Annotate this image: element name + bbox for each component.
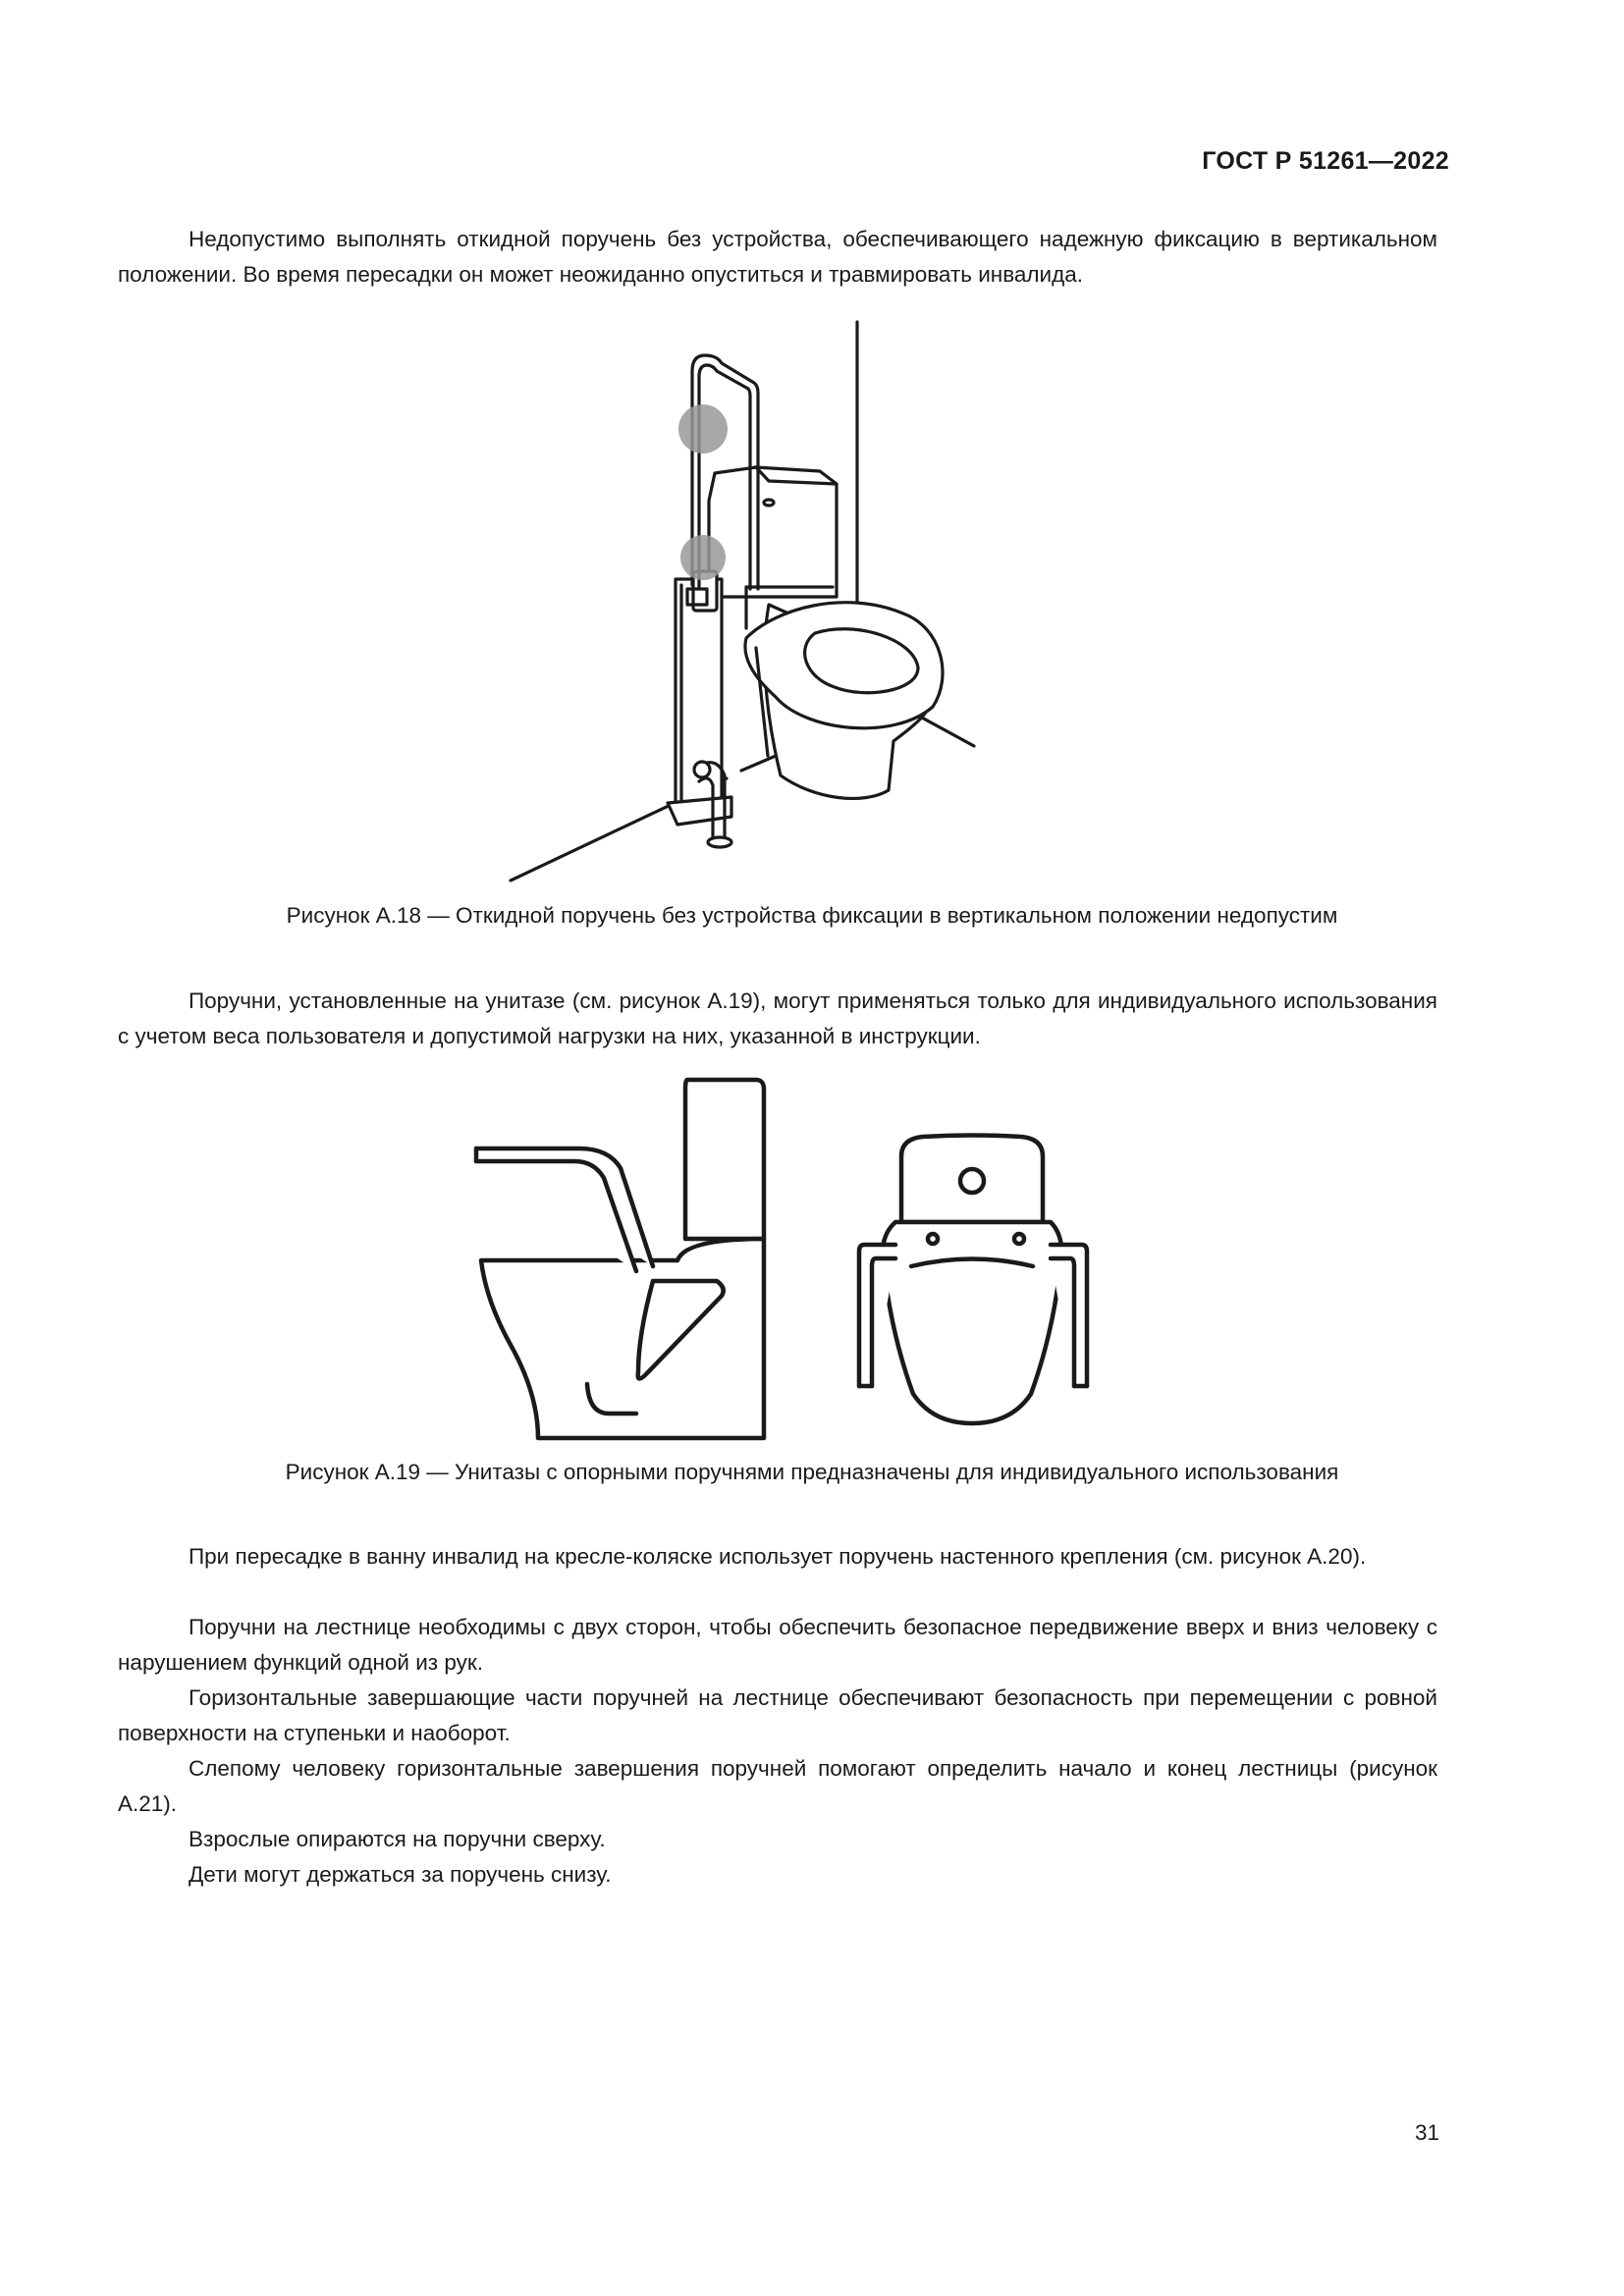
hinge-marker-lower <box>680 535 726 580</box>
paragraph-children: Дети могут держаться за поручень снизу. <box>189 1862 612 1887</box>
toilet-front-view <box>859 1136 1087 1424</box>
figure-a19-toilet-rails-illustration <box>461 1075 1100 1448</box>
room-walls-floor <box>511 322 974 881</box>
paragraph-stair-rails-both-sides: Поручни на лестнице необходимы с двух сторон, чтобы обеспечить безопасное передвижение вверх и вниз человеку с нарушением функций одной из рук. <box>118 1615 1437 1675</box>
paragraph-horizontal-ends: Горизонтальные завершающие части поручней на лестнице обеспечивают безопасность при перемещении с ровной поверхности на ступеньки и наоборот. <box>118 1685 1437 1745</box>
paragraph-toilet-rails: Поручни, установленные на унитазе (см. рисунок А.19), могут применяться только для индивидуального использования с учетом веса пользователя и допустимой нагрузки на них, указанной в инструкции. <box>118 988 1437 1048</box>
figure-a19-caption: Рисунок А.19 — Унитазы с опорными поручнями предназначены для индивидуального использования <box>285 1460 1339 1484</box>
hinge-marker-upper <box>678 404 728 454</box>
figure-a18-caption: Рисунок А.18 — Откидной поручень без устройства фиксации в вертикальном положении недопустим <box>286 903 1338 928</box>
rail-mounting-post <box>668 571 731 825</box>
paragraph-blind-person: Слепому человеку горизонтальные завершения поручней помогают определить начало и конец лестницы (рисунок А.21). <box>118 1756 1437 1816</box>
paragraph-adults: Взрослые опираются на поручни сверху. <box>189 1827 606 1851</box>
toilet-illustration <box>709 467 943 798</box>
page-number: 31 <box>1414 2120 1439 2145</box>
paragraph-bath-transfer: При пересадке в ванну инвалид на кресле-коляске использует поручень настенного крепления (см. рисунок А.20). <box>189 1544 1367 1569</box>
document-id-header: ГОСТ Р 51261—2022 <box>1202 147 1449 175</box>
toilet-side-view <box>476 1080 764 1438</box>
figure-a18-folding-rail-illustration <box>491 314 982 893</box>
paragraph-folding-rail-warning: Недопустимо выполнять откидной поручень без устройства, обеспечивающего надежную фиксацию в вертикальном положении. Во время пересадки он может неожиданно опуститься и травмировать инвалида. <box>118 227 1437 287</box>
